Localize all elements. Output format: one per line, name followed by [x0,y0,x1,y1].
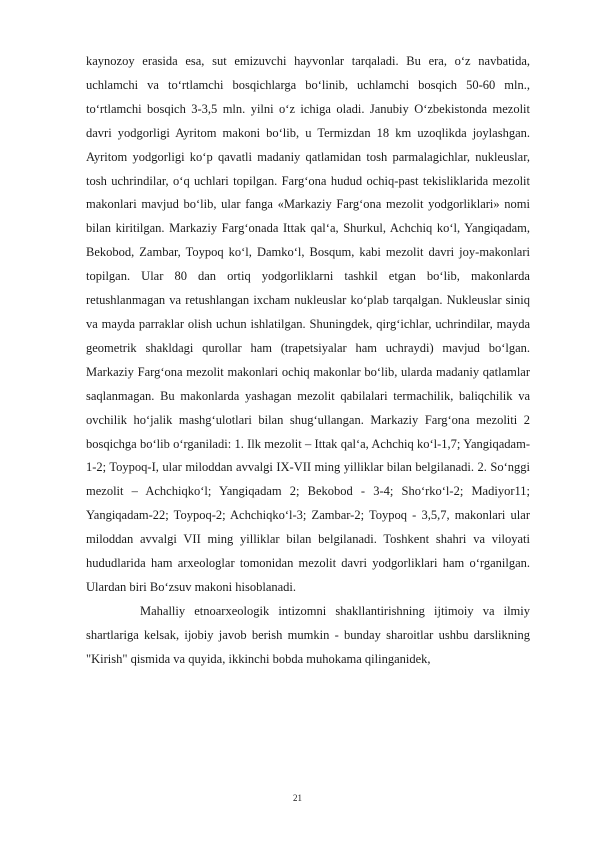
page-number: 21 [293,793,302,803]
paragraph-ethnoarchaeology: Mahalliy etnoarxeologik intizomni shakllantirishning ijtimoiy va ilmiy shartlariga kelsak, ijobiy javob berish mumkin - bunday sharoitlar ushbu darslikning "Kirish" qismida va quyida, ikkinchi bobda muhokama qilinganidek, [86,603,530,666]
paragraph-mezolit-sites: kaynozoy erasida esa, sut emizuvchi hayvonlar tarqaladi. Bu era, o‘z navbatida, uchlamchi va to‘rtlamchi bosqichlarga bo‘linib, uchlamchi bosqich 50-60 mln., to‘rtlamchi bosqich 3-3,5 mln. yilni o‘z ichiga oladi. Janubiy O‘zbekistonda mezolit davri yodgorligi Ayritom makoni bo‘lib, u Termizdan 18 km uzoqlikda joylashgan. Ayritom yodgorligi ko‘p qavatli madaniy qatlamidan tosh parmalagichlar, nukleuslar, tosh uchrindilar, o‘q uchlari topilgan. Farg‘ona hudud ochiq-past tekisliklarida mezolit makonlari mavjud bo‘lib, ular fanga «Markaziy Farg‘ona mezolit yodgorliklari» nomi bilan kiritilgan. Markaziy Farg‘onada Ittak qal‘a, Shurkul, Achchiq ko‘l, Yangiqadam, Bekobod, Zambar, Toypoq ko‘l, Damko‘l, Bosqum, kabi mezolit davri joy-makonlari topilgan. Ular 80 dan ortiq yodgorliklarni tashkil etgan bo‘lib, makonlarda retushlanmagan va retushlangan ixcham nukleuslar ko‘plab tarqalgan. Nukleuslar siniq va mayda parraklar olish uchun ishlatilgan. Shuningdek, qirg‘ichlar, uchrindilar, mayda geometrik shakldagi qurollar ham (trapetsiyalar ham uchraydi) mavjud bo‘lgan. Markaziy Farg‘ona mezolit makonlari ochiq makonlar bo‘lib, ularda madaniy qatlamlar saqlanmagan. Bu makonlarda yashagan mezolit qabilalari termachilik, baliqchilik va ovchilik ho‘jalik mashg‘ulotlari bilan shug‘ullangan. Markaziy Farg‘ona mezoliti 2 bosqichga bo‘lib o‘rganiladi: 1. Ilk mezolit – Ittak qal‘a, Achchiq ko‘l-1,7; Yangiqadam-1-2; Toypoq-I, ular miloddan avvalgi IX-VII ming yilliklar bilan belgilanadi. 2. So‘nggi mezolit – Achchiqko‘l; Yangiqadam 2; Bekobod - 3-4; Sho‘rko‘l-2; Madiyor11; Yangiqadam-22; Toypoq-2; Achchiqko‘l-3; Zambar-2; Toypoq - 3,5,7, makonlari ular miloddan avvalgi VII ming yilliklar bilan belgilanadi. Toshkent shahri va viloyati hududlarida ham arxeologlar tomonidan mezolit davri yodgorliklari ham o‘rganilgan. Ulardan biri Bo‘zsuv makoni hisoblanadi. [86,54,530,594]
page-body [86,50,530,672]
